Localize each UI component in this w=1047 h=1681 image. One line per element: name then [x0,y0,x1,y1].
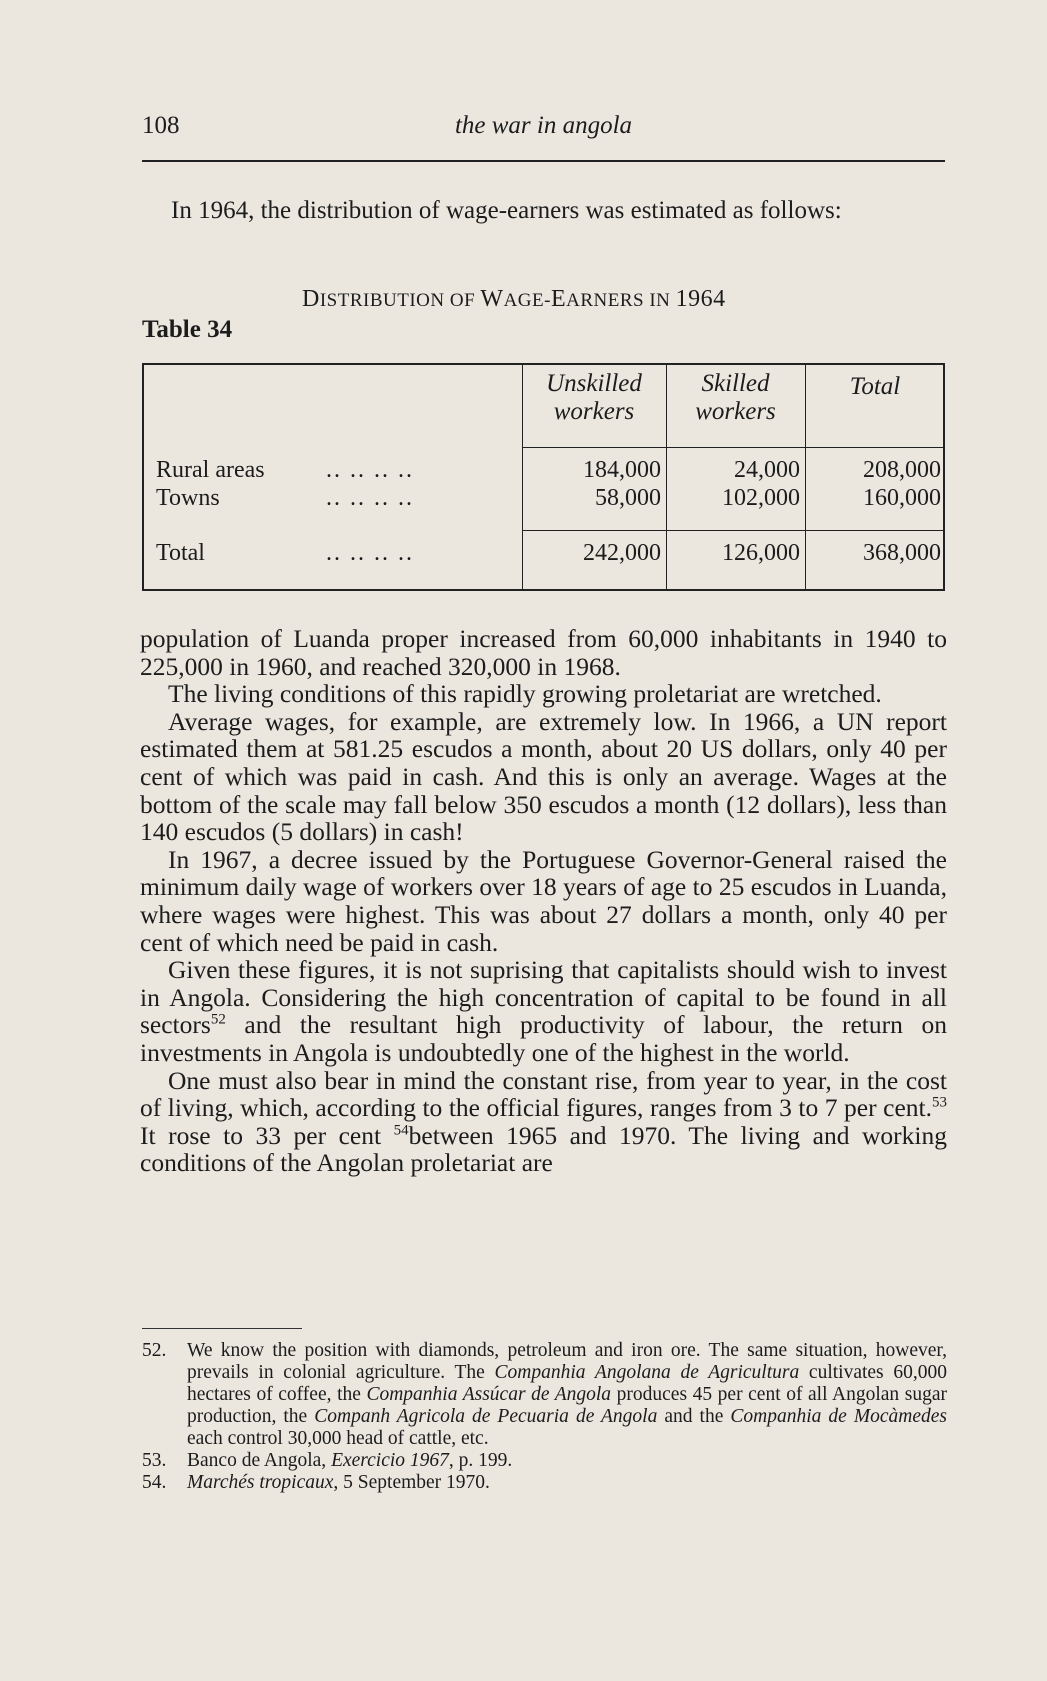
cell-skilled: 126,000 [722,540,800,566]
cell-total: 368,000 [863,540,941,566]
footnote-number: 53. [142,1450,167,1471]
text-run: , 5 September 1970. [333,1472,490,1493]
intro-sentence: In 1964, the distribution of wage-earners was estimated as follows: [171,197,842,224]
cell-skilled: 102,000 [722,485,800,511]
paragraph [140,956,947,1066]
text-run: Marchés tropicaux [187,1472,334,1493]
text-run: Companhia de Mocàmedes [730,1406,947,1427]
wage-earners-table [142,363,945,591]
caption-part: W [480,286,504,312]
text-run: Banco de Angola, [187,1450,332,1471]
row-label: Total [156,540,205,566]
footnote-54 [142,1472,947,1494]
footnote-52 [142,1340,947,1450]
text-run: Companhia Angolana de Agricultura [494,1362,800,1383]
footnote-number: 52. [142,1340,167,1361]
text-run: and the [657,1406,731,1427]
leader-dots: .. .. .. .. [326,540,414,566]
caption-part: ISTRIBUTION OF [319,290,481,311]
footnote-ref: 52 [210,1011,226,1028]
cell-total: 208,000 [863,457,941,483]
paragraph: In 1967, a decree issued by the Portuguese Governor-General raised the minimum daily wage of workers over 18 years of age to 25 escudos in Luanda, where wages were highest. This was about 27 dollars a month, only 40 per cent of which need be paid in cash. [140,844,947,957]
text-run: Exercicio 1967 [331,1450,449,1471]
text-run: , p. 199. [448,1450,513,1471]
table-top-border [142,363,945,365]
row-label: Towns [156,485,220,511]
cell-unskilled: 184,000 [583,457,661,483]
caption-part: AGE- [503,290,551,311]
total-divider [522,530,945,531]
footnote-53 [142,1450,947,1472]
paragraph: The living conditions of this rapidly growing proletariat are wretched. [168,679,882,709]
header-line: Unskilled [546,370,642,397]
row-label: Rural areas [156,457,265,483]
header-line: Total [849,373,901,400]
caption-part: ARNERS IN [566,290,676,311]
paragraph: Average wages, for example, are extremely low. In 1966, a UN report estimated them at 581.25 escudos a month, about 20 US dollars, only 40 per cent of which was paid in cash. And this is only an average. Wages at the bottom of the scale may fall below 350 escudos a month (12 dollars), less than 140 escudos (5 dollars) in cash! [140,706,947,847]
paragraph: population of Luanda proper increased from 60,000 inhabitants in 1940 to 225,000 in 1960, and reached 320,000 in 1968. [140,624,947,681]
page-number: 108 [142,112,180,139]
header-line: workers [695,398,776,425]
text-run: One must also bear in mind the constant rise, from year to year, in the cost of living, which, according to the official figures, ranges from 3 to 7 per cent. [140,1065,947,1123]
paragraph [140,1067,947,1177]
table-caption [302,286,726,313]
cell-unskilled: 58,000 [595,485,661,511]
header-rule [142,160,945,162]
column-header-unskilled [522,370,666,426]
cell-total: 160,000 [863,485,941,511]
header-line: Skilled [701,370,770,397]
table-bottom-border [142,589,945,591]
running-title: the war in angola [454,112,633,139]
text-run: produces 45 per cent of all Angolan sugar production, the [187,1384,947,1427]
page-header [142,112,945,146]
table-number: Table 34 [142,316,233,343]
caption-year: 1964 [675,286,726,312]
footnote-ref: 53 [932,1094,947,1111]
header-divider [522,447,945,448]
text-run: Companhia Assúcar de Angola [366,1384,612,1405]
caption-part: E [550,286,567,312]
column-header-skilled [666,370,805,426]
caption-part: D [302,286,320,312]
body-text [140,625,947,1177]
text-run: We know the position with diamonds, petroleum and iron ore. The same situation, however, prevails in colonial agriculture. The [187,1340,947,1383]
table-left-border [142,363,144,591]
text-run: Companh Agricola de Pecuaria de Angola [314,1406,658,1427]
column-header-total [805,373,945,401]
cell-unskilled: 242,000 [583,540,661,566]
text-run: cultivates 60,000 hectares of coffee, the [187,1362,947,1405]
footnote-ref: 54 [393,1122,409,1139]
footnotes [142,1340,947,1494]
text-run: Given these figures, it is not suprising that capitalists should wish to invest in Angola. Considering the high concentration of capital to be found in all sectors [140,955,947,1040]
leader-dots: .. .. .. .. [326,485,414,511]
header-line: workers [553,398,635,425]
text-run: each control 30,000 head of cattle, etc. [187,1428,489,1449]
text-run: and the resultant high productivity of labour, the return on investments in Angola is undoubtedly one of the highest in the world. [140,1010,947,1067]
text-run: between 1965 and 1970. The living and working conditions of the Angolan proletariat are [140,1120,947,1178]
footnote-rule [142,1328,302,1329]
cell-skilled: 24,000 [734,457,800,483]
footnote-number: 54. [142,1472,167,1493]
text-run: It rose to 33 per cent [140,1120,394,1150]
leader-dots: .. .. .. .. [326,457,414,483]
